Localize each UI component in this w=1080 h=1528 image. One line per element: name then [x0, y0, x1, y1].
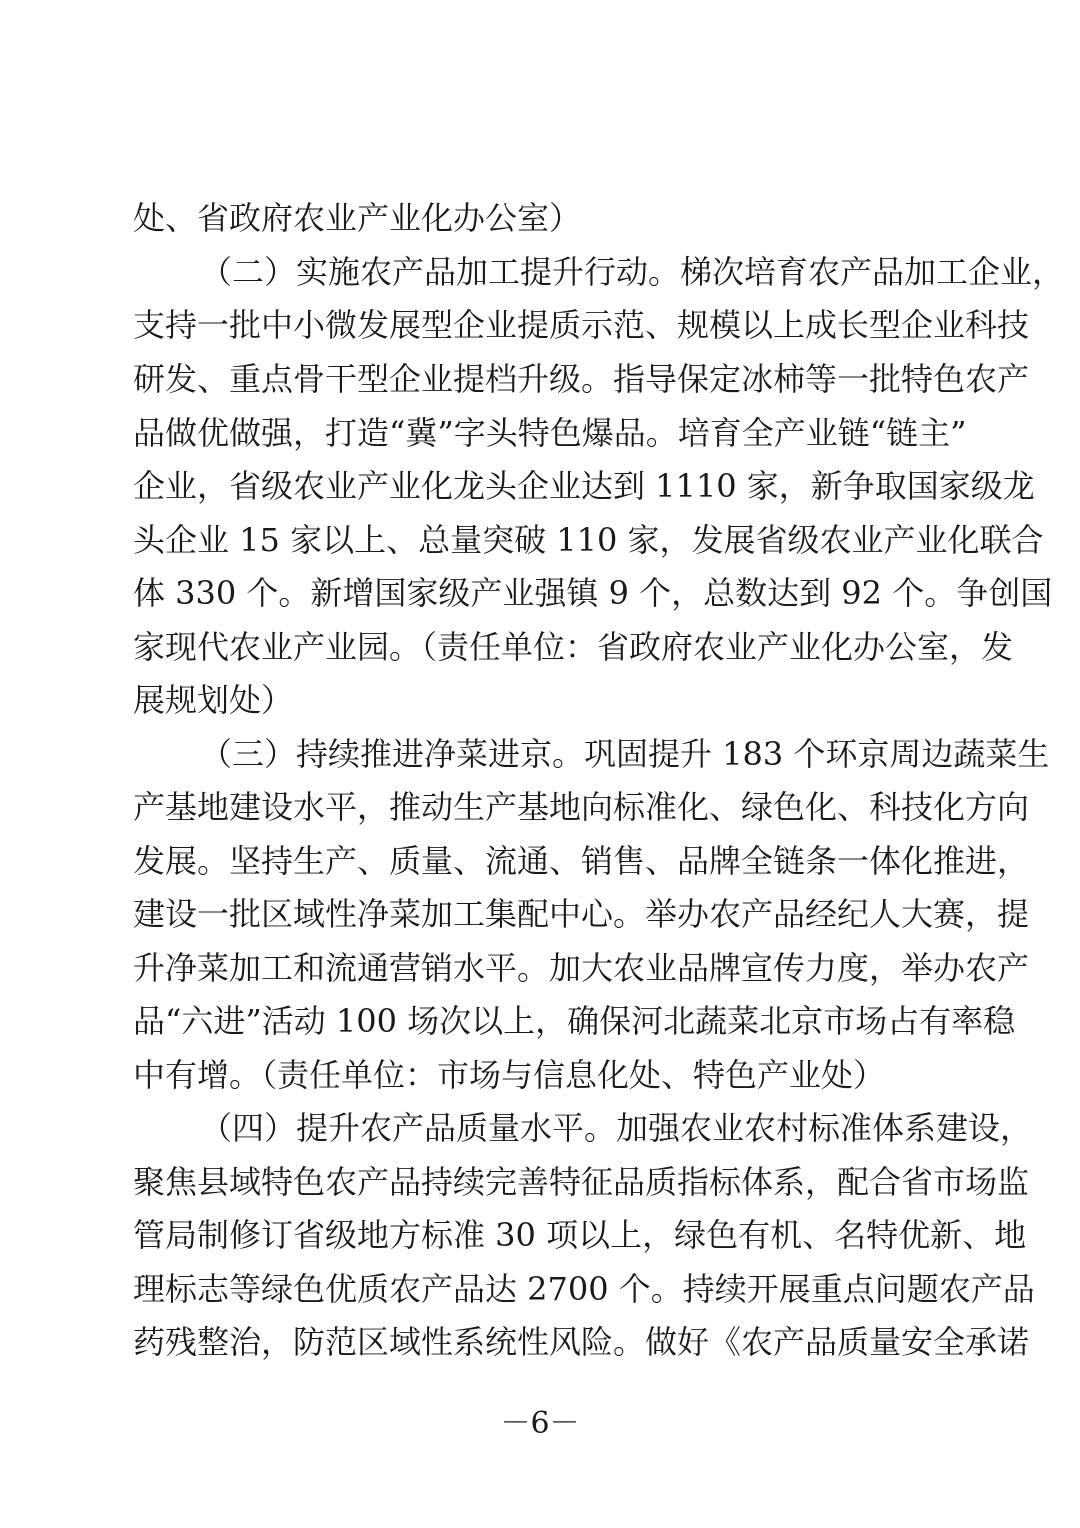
page-number: －6－ — [500, 1406, 580, 1441]
text-line: （四）提升农产品质量水平。加强农业农村标准体系建设， — [200, 1109, 1033, 1147]
text-line: 头企业 15 家以上、总量突破 110 家，发展省级农业产业化联合 — [133, 521, 1044, 559]
text-line: 品做优做强，打造“冀”字头特色爆品。培育全产业链“链主” — [133, 414, 967, 452]
text-line: 体 330 个。新增国家级产业强镇 9 个，总数达到 92 个。争创国 — [133, 574, 1053, 612]
text-line: 建设一批区域性净菜加工集配中心。举办农产品经纪人大赛，提 — [133, 895, 1030, 933]
text-line: 品“六进”活动 100 场次以上，确保河北蔬菜北京市场占有率稳 — [133, 1002, 1016, 1040]
text-line: 研发、重点骨干型企业提档升级。指导保定冰柿等一批特色农产 — [133, 360, 1030, 398]
text-line: 家现代农业产业园。（责任单位：省政府农业产业化办公室，发 — [133, 628, 1014, 666]
text-line: 管局制修订省级地方标准 30 项以上，绿色有机、名特优新、地 — [133, 1216, 1027, 1254]
text-line: 处、省政府农业产业化办公室） — [133, 199, 582, 237]
text-line: 展规划处） — [133, 681, 294, 719]
text-line: 支持一批中小微发展型企业提质示范、规模以上成长型企业科技 — [133, 306, 1030, 344]
text-line: （三）持续推进净菜进京。巩固提升 183 个环京周边蔬菜生 — [200, 735, 1050, 773]
text-line: 企业，省级农业产业化龙头企业达到 1110 家，新争取国家级龙 — [133, 467, 1035, 505]
text-line: 聚焦县域特色农产品持续完善特征品质指标体系，配合省市场监 — [133, 1163, 1030, 1201]
text-line: 中有增。（责任单位：市场与信息化处、特色产业处） — [133, 1056, 886, 1094]
text-line: 药残整治，防范区域性系统性风险。做好《农产品质量安全承诺 — [133, 1323, 1030, 1361]
text-line: 升净菜加工和流通营销水平。加大农业品牌宣传力度，举办农产 — [133, 949, 1030, 987]
text-line: （二）实施农产品加工提升行动。梯次培育农产品加工企业， — [200, 253, 1065, 291]
text-line: 理标志等绿色优质农产品达 2700 个。持续开展重点问题农产品 — [133, 1270, 1035, 1308]
text-line: 发展。坚持生产、质量、流通、销售、品牌全链条一体化推进， — [133, 842, 1030, 880]
text-line: 产基地建设水平，推动生产基地向标准化、绿色化、科技化方向 — [133, 788, 1030, 826]
